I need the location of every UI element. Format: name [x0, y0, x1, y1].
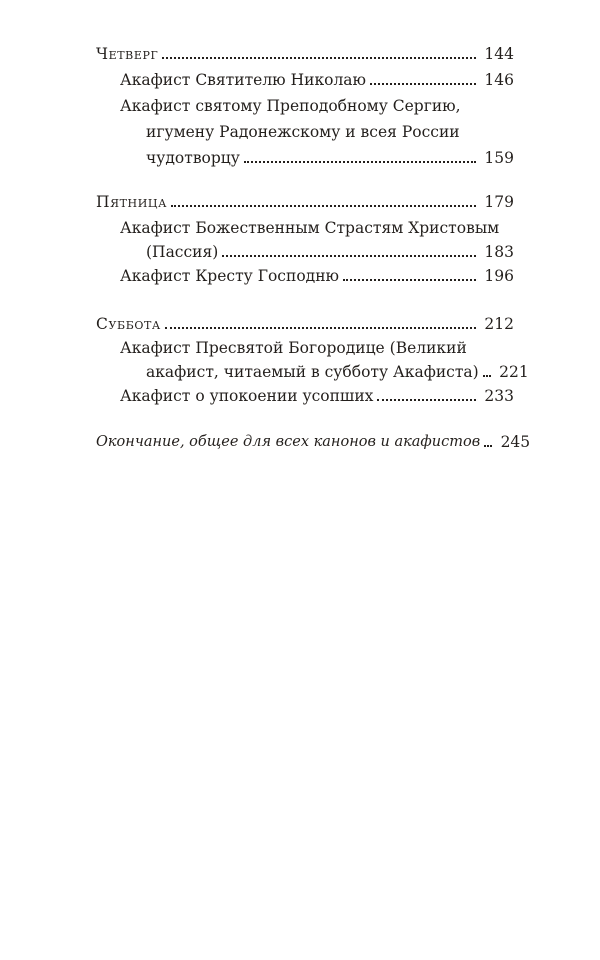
page-number: 212	[484, 315, 514, 333]
page-number: 144	[484, 45, 514, 63]
page-number: 233	[484, 387, 514, 405]
toc-entry	[120, 264, 514, 288]
dot-leader	[377, 398, 476, 401]
dot-leader	[244, 160, 476, 163]
entry-title-continued: чудотворцу	[146, 149, 240, 167]
dot-leader	[483, 374, 491, 377]
section-title: Пятница	[96, 193, 168, 211]
entry-title: Акафист Святителю Николаю	[120, 71, 367, 89]
toc-section-friday	[96, 190, 514, 214]
page-number: 196	[484, 267, 514, 285]
section-title: Суббота	[96, 315, 161, 333]
entry-title: Акафист о упокоении усопших	[120, 387, 374, 405]
page-number: 179	[484, 193, 514, 211]
page-number: 183	[484, 243, 514, 261]
dot-leader	[165, 326, 476, 329]
dot-leader	[370, 82, 476, 85]
toc-entry	[146, 240, 514, 264]
toc-entry-line	[120, 336, 514, 360]
entry-title: Акафист святому Преподобному Сергию,	[120, 97, 461, 115]
toc-entry-line	[120, 216, 514, 240]
closing-title: Окончание, общее для всех канонов и акафистов	[96, 434, 481, 450]
page-number: 221	[499, 363, 529, 381]
toc-entry-line	[120, 94, 514, 118]
entry-title: Акафист Пресвятой Богородице (Великий	[120, 339, 467, 357]
toc-entry-line	[146, 120, 514, 144]
dot-leader	[484, 444, 492, 447]
page-number: 245	[500, 433, 531, 451]
entry-title-continued: игумену Радонежскому и всея России	[146, 123, 460, 141]
page-number: 159	[484, 149, 514, 167]
entry-title-continued: акафист, читаемый в субботу Акафиста)	[146, 363, 479, 381]
toc-entry	[146, 360, 529, 384]
dot-leader	[162, 56, 476, 59]
entry-title-continued: (Пассия)	[146, 243, 219, 261]
dot-leader	[343, 278, 476, 281]
toc-entry	[120, 68, 514, 92]
toc-closing	[96, 430, 531, 454]
page-number: 146	[484, 71, 514, 89]
toc-section-thursday	[96, 42, 514, 66]
entry-title: Акафист Божественным Страстям Христовым	[120, 219, 500, 237]
dot-leader	[222, 254, 476, 257]
toc-section-saturday	[96, 312, 514, 336]
toc-entry	[146, 146, 514, 170]
toc-entry	[120, 384, 514, 408]
entry-title: Акафист Кресту Господню	[120, 267, 340, 285]
section-title: Четверг	[96, 45, 159, 63]
dot-leader	[171, 204, 476, 207]
